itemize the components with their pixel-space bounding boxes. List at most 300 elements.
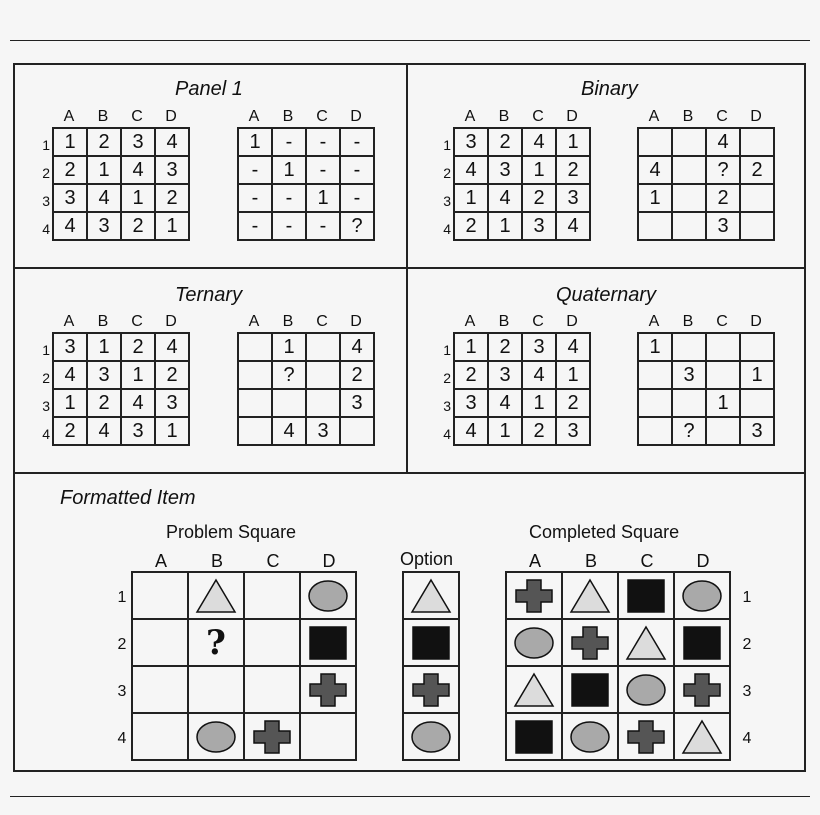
grid-cell [188, 619, 244, 666]
triangle-icon [409, 577, 453, 615]
grid-cell: 3 [488, 361, 522, 389]
row-header: 4 [443, 426, 451, 442]
panel-title: Binary [581, 78, 638, 100]
column-header: C [316, 313, 328, 330]
grid-row [238, 333, 374, 361]
grid-row [132, 572, 356, 619]
number-grid [453, 127, 591, 241]
left-grid [52, 127, 190, 241]
grid-cell [244, 713, 300, 760]
grid-cell: - [306, 128, 340, 156]
grid-cell: 2 [556, 156, 590, 184]
grid-cell: 3 [155, 156, 189, 184]
number-grid [52, 332, 190, 446]
cross-icon [624, 718, 668, 756]
grid-row [53, 156, 189, 184]
column-header: B [210, 551, 223, 571]
problem-row-headers [115, 574, 129, 762]
grid-row [506, 619, 730, 666]
column-header: B [97, 108, 109, 125]
column-header: C [716, 313, 728, 330]
column-header: D [350, 313, 362, 330]
grid-cell [562, 713, 618, 760]
row-header: 2 [443, 165, 451, 181]
grid-cell [740, 333, 774, 361]
column-header: D [165, 313, 177, 330]
circle-icon [512, 624, 556, 662]
left-grid [453, 332, 591, 446]
grid-row [238, 156, 374, 184]
panel-divider-h1 [13, 267, 806, 269]
circle-icon [624, 671, 668, 709]
grid-cell [506, 572, 562, 619]
completed-square-label: Completed Square [529, 522, 680, 542]
grid-cell: 3 [306, 417, 340, 445]
grid-row [638, 417, 774, 445]
circle-icon [409, 718, 453, 756]
grid-cell [638, 212, 672, 240]
grid-cell: - [272, 184, 306, 212]
grid-row [403, 619, 459, 666]
column-header: B [97, 313, 109, 330]
left-grid [52, 332, 190, 446]
grid-cell: 3 [87, 361, 121, 389]
grid-row [454, 417, 590, 445]
row-header: 1 [742, 589, 752, 606]
grid-cell: 2 [155, 361, 189, 389]
grid-cell [672, 128, 706, 156]
grid-row [638, 128, 774, 156]
right-grid [637, 127, 775, 241]
row-header: 3 [742, 683, 752, 700]
grid-cell: 4 [488, 389, 522, 417]
grid-cell [340, 417, 374, 445]
grid-cell: 3 [488, 156, 522, 184]
option-label: Option [400, 549, 454, 569]
left-grid [453, 127, 591, 241]
grid-cell [674, 713, 730, 760]
grid-cell: 3 [121, 128, 155, 156]
column-header: C [716, 108, 728, 125]
grid-cell: 1 [121, 361, 155, 389]
grid-cell [672, 156, 706, 184]
column-header: B [682, 108, 694, 125]
triangle-icon [680, 718, 724, 756]
grid-cell: 4 [87, 417, 121, 445]
column-header: B [584, 551, 597, 571]
circle-icon [680, 577, 724, 615]
cross-icon [250, 718, 294, 756]
grid-cell: 2 [488, 128, 522, 156]
column-header: C [532, 108, 544, 125]
grid-cell [638, 128, 672, 156]
grid-cell: 1 [155, 212, 189, 240]
grid-cell: - [340, 184, 374, 212]
grid-cell: 4 [522, 361, 556, 389]
grid-cell: 1 [454, 333, 488, 361]
grid-cell: 1 [53, 389, 87, 417]
grid-cell: 3 [706, 212, 740, 240]
grid-cell: 4 [155, 333, 189, 361]
grid-cell: ? [272, 361, 306, 389]
column-header: B [282, 108, 294, 125]
column-header: A [648, 108, 660, 125]
column-header: A [248, 313, 260, 330]
grid-row [506, 713, 730, 760]
grid-cell: 1 [522, 389, 556, 417]
grid-cell [674, 666, 730, 713]
grid-cell [132, 666, 188, 713]
grid-cell [638, 389, 672, 417]
grid-cell: 4 [53, 212, 87, 240]
column-header: A [63, 108, 75, 125]
circle-icon [568, 718, 612, 756]
grid-cell [706, 417, 740, 445]
column-header: B [682, 313, 694, 330]
grid-cell [238, 361, 272, 389]
grid-cell [618, 572, 674, 619]
row-header: 2 [42, 370, 50, 386]
grid-row [238, 184, 374, 212]
grid-cell: - [238, 184, 272, 212]
row-header: 3 [42, 193, 50, 209]
grid-cell: 2 [522, 184, 556, 212]
grid-cell: 4 [638, 156, 672, 184]
cross-icon [568, 624, 612, 662]
grid-cell [638, 361, 672, 389]
row-header: 4 [42, 221, 50, 237]
grid-cell [244, 619, 300, 666]
grid-cell [674, 572, 730, 619]
column-header: B [498, 313, 510, 330]
row-headers [437, 336, 451, 448]
number-grid [237, 332, 375, 446]
grid-cell [562, 572, 618, 619]
grid-cell: 1 [556, 128, 590, 156]
grid-cell [618, 619, 674, 666]
grid-cell: 1 [740, 361, 774, 389]
grid-cell [238, 417, 272, 445]
circle-icon [194, 718, 238, 756]
column-header: A [154, 551, 167, 571]
square-icon [568, 671, 612, 709]
grid-cell: 2 [87, 389, 121, 417]
cross-icon [512, 577, 556, 615]
grid-cell: 1 [121, 184, 155, 212]
grid-cell: 2 [740, 156, 774, 184]
grid-cell: 1 [155, 417, 189, 445]
square-icon [680, 624, 724, 662]
row-header: 2 [42, 165, 50, 181]
row-header: 3 [42, 398, 50, 414]
grid-cell [300, 619, 356, 666]
square-icon [512, 718, 556, 756]
grid-row [506, 666, 730, 713]
column-header: A [464, 108, 476, 125]
option-cell [403, 572, 459, 619]
grid-cell: 1 [272, 333, 306, 361]
column-header: D [350, 108, 362, 125]
column-header: C [640, 551, 654, 571]
grid-cell: 1 [306, 184, 340, 212]
grid-cell [672, 389, 706, 417]
column-headers [52, 313, 188, 331]
column-header: D [566, 313, 578, 330]
row-header: 4 [443, 221, 451, 237]
grid-row [238, 128, 374, 156]
grid-row [53, 417, 189, 445]
grid-row [238, 417, 374, 445]
grid-cell [300, 572, 356, 619]
grid-cell: 4 [121, 156, 155, 184]
row-header: 1 [443, 342, 451, 358]
grid-cell: 1 [454, 184, 488, 212]
grid-cell: 4 [53, 361, 87, 389]
column-header: D [696, 551, 710, 571]
grid-cell: ? [706, 156, 740, 184]
column-header: B [282, 313, 294, 330]
grid-cell: 4 [488, 184, 522, 212]
column-header: A [63, 313, 75, 330]
row-header: 3 [117, 683, 127, 700]
grid-cell [132, 619, 188, 666]
grid-cell [300, 666, 356, 713]
grid-row [53, 212, 189, 240]
grid-cell: 1 [522, 156, 556, 184]
column-headers [237, 108, 373, 126]
grid-row [454, 184, 590, 212]
row-header: 2 [117, 636, 127, 653]
panel-title: Quaternary [556, 284, 657, 306]
grid-cell [188, 666, 244, 713]
grid-cell [740, 389, 774, 417]
grid-cell: 4 [272, 417, 306, 445]
grid-cell [238, 389, 272, 417]
right-grid [237, 127, 375, 241]
grid-row [454, 389, 590, 417]
column-header: A [528, 551, 541, 571]
grid-cell: 4 [706, 128, 740, 156]
grid-cell: 1 [87, 156, 121, 184]
grid-row [403, 713, 459, 760]
grid-row [638, 361, 774, 389]
column-header: C [266, 551, 280, 571]
row-header: 1 [443, 137, 451, 153]
grid-cell: 3 [522, 333, 556, 361]
grid-cell: 3 [740, 417, 774, 445]
triangle-icon [568, 577, 612, 615]
number-grid [637, 332, 775, 446]
grid-cell: 1 [638, 184, 672, 212]
column-header: D [165, 108, 177, 125]
column-headers [453, 313, 589, 331]
row-header: 4 [42, 426, 50, 442]
grid-cell [506, 713, 562, 760]
column-headers [52, 108, 188, 126]
grid-row [454, 333, 590, 361]
grid-row [638, 184, 774, 212]
grid-cell: 4 [155, 128, 189, 156]
grid-cell: ? [672, 417, 706, 445]
grid-cell: 4 [454, 417, 488, 445]
grid-cell: 3 [340, 389, 374, 417]
grid-cell [188, 572, 244, 619]
grid-cell: 1 [87, 333, 121, 361]
grid-cell [506, 666, 562, 713]
grid-cell: ? [340, 212, 374, 240]
grid-cell: 3 [522, 212, 556, 240]
grid-cell: 2 [706, 184, 740, 212]
number-grid [637, 127, 775, 241]
row-headers [36, 131, 50, 243]
completed-column-headers [507, 551, 731, 572]
grid-row [132, 619, 356, 666]
grid-row [53, 184, 189, 212]
grid-cell [562, 666, 618, 713]
grid-cell: 4 [556, 333, 590, 361]
number-grid [453, 332, 591, 446]
grid-cell [672, 212, 706, 240]
grid-cell [244, 572, 300, 619]
triangle-icon [194, 577, 238, 615]
grid-cell: 4 [454, 156, 488, 184]
top-rule [10, 40, 810, 41]
grid-cell [306, 361, 340, 389]
grid-cell [618, 713, 674, 760]
grid-row [638, 212, 774, 240]
column-headers [237, 313, 373, 331]
option-cell [403, 666, 459, 713]
grid-cell: 2 [53, 156, 87, 184]
grid-row [638, 156, 774, 184]
grid-cell: 3 [556, 184, 590, 212]
panel-divider-h2 [13, 472, 806, 474]
row-header: 2 [742, 636, 752, 653]
grid-row [454, 156, 590, 184]
grid-row [454, 212, 590, 240]
column-header: C [131, 313, 143, 330]
grid-cell [706, 333, 740, 361]
column-header: B [498, 108, 510, 125]
number-grid [52, 127, 190, 241]
grid-cell: 4 [87, 184, 121, 212]
square-icon [624, 577, 668, 615]
grid-cell: 2 [121, 333, 155, 361]
column-header: A [248, 108, 260, 125]
grid-row [638, 389, 774, 417]
problem-column-headers [133, 551, 357, 572]
row-header: 2 [443, 370, 451, 386]
grid-cell: 1 [638, 333, 672, 361]
right-grid [237, 332, 375, 446]
square-icon [306, 624, 350, 662]
panel-title: Panel 1 [175, 78, 243, 100]
grid-row [53, 333, 189, 361]
problem-square-label: Problem Square [166, 522, 297, 542]
grid-cell: 2 [155, 184, 189, 212]
grid-cell: 2 [488, 333, 522, 361]
grid-cell: 2 [556, 389, 590, 417]
grid-cell: 4 [121, 389, 155, 417]
grid-cell [244, 666, 300, 713]
grid-cell [672, 333, 706, 361]
cross-icon [680, 671, 724, 709]
column-header: C [532, 313, 544, 330]
grid-cell: - [306, 156, 340, 184]
grid-cell [272, 389, 306, 417]
column-header: D [566, 108, 578, 125]
grid-cell: 4 [340, 333, 374, 361]
grid-cell [706, 361, 740, 389]
grid-row [638, 333, 774, 361]
grid-cell [306, 333, 340, 361]
row-header: 4 [117, 730, 127, 747]
grid-cell: 2 [53, 417, 87, 445]
row-header: 1 [42, 342, 50, 358]
right-grid [637, 332, 775, 446]
grid-cell: 2 [121, 212, 155, 240]
grid-cell [618, 666, 674, 713]
grid-cell: 4 [556, 212, 590, 240]
grid-cell: - [340, 156, 374, 184]
grid-cell: 2 [340, 361, 374, 389]
grid-cell: 3 [53, 184, 87, 212]
grid-cell: 1 [272, 156, 306, 184]
question-mark: ? [206, 622, 226, 663]
column-header: A [464, 313, 476, 330]
column-header: A [648, 313, 660, 330]
grid-row [238, 389, 374, 417]
grid-cell: - [272, 212, 306, 240]
grid-cell [638, 417, 672, 445]
grid-cell: 3 [556, 417, 590, 445]
grid-cell: - [340, 128, 374, 156]
grid-cell: - [238, 156, 272, 184]
row-header: 3 [443, 193, 451, 209]
grid-row [403, 666, 459, 713]
grid-cell: 3 [454, 128, 488, 156]
grid-cell: 1 [556, 361, 590, 389]
grid-cell: - [306, 212, 340, 240]
grid-cell [238, 333, 272, 361]
formatted-item-title: Formatted Item [60, 487, 196, 509]
row-headers [437, 131, 451, 243]
triangle-icon [512, 671, 556, 709]
grid-cell: 3 [121, 417, 155, 445]
grid-row [454, 128, 590, 156]
grid-cell [562, 619, 618, 666]
row-header: 3 [443, 398, 451, 414]
completed-row-headers [740, 574, 754, 762]
grid-cell: 2 [87, 128, 121, 156]
grid-cell [740, 184, 774, 212]
square-icon [409, 624, 453, 662]
column-headers [637, 108, 773, 126]
triangle-icon [624, 624, 668, 662]
grid-cell [132, 572, 188, 619]
grid-row [132, 666, 356, 713]
column-header: D [750, 108, 762, 125]
option-cell [403, 619, 459, 666]
grid-cell [132, 713, 188, 760]
grid-row [238, 212, 374, 240]
column-headers [637, 313, 773, 331]
grid-row [53, 128, 189, 156]
grid-cell [306, 389, 340, 417]
row-headers [36, 336, 50, 448]
grid-cell: 4 [522, 128, 556, 156]
grid-cell: 1 [238, 128, 272, 156]
